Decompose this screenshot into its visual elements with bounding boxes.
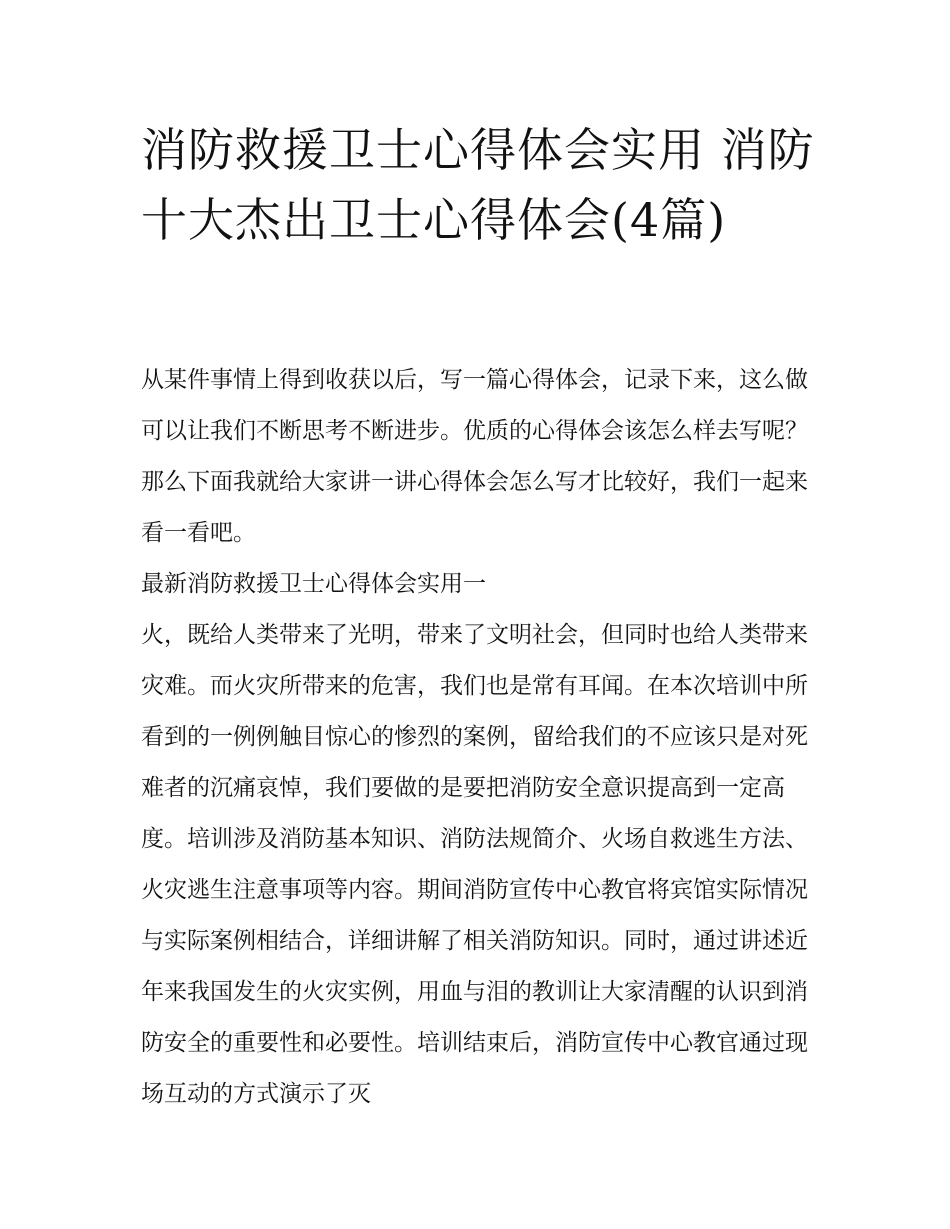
intro-paragraph: 从某件事情上得到收获以后，写一篇心得体会，记录下来，这么做可以让我们不断思考不断进步。优质的心得体会该怎么样去写呢？那么下面我就给大家讲一讲心得体会怎么写才比较好，我们一起来看一看吧。 [141, 367, 808, 546]
section-paragraph: 火，既给人类带来了光明，带来了文明社会，但同时也给人类带来灾难。而火灾所带来的危害，我们也是常有耳闻。在本次培训中所看到的一例例触目惊心的惨烈的案例，留给我们的不应该只是对死难者的沉痛哀悼，我们要做的是要把消防安全意识提高到一定高度。培训涉及消防基本知识、消防法规简介、火场自救逃生方法、火灾逃生注意事项等内容。期间消防宣传中心教官将宾馆实际情况与实际案例相结合，详细讲解了相关消防知识。同时，通过讲述近年来我国发生的火灾实例，用血与泪的教训让大家清醒的认识到消防安全的重要性和必要性。培训结束后，消防宣传中心教官通过现场互动的方式演示了灭 [141, 622, 808, 1107]
section-heading: 最新消防救援卫士心得体会实用一 [141, 571, 486, 597]
page-title: 消防救援卫士心得体会实用 消防十大杰出卫士心得体会(4篇) [141, 123, 815, 247]
document-body [141, 355, 821, 1120]
